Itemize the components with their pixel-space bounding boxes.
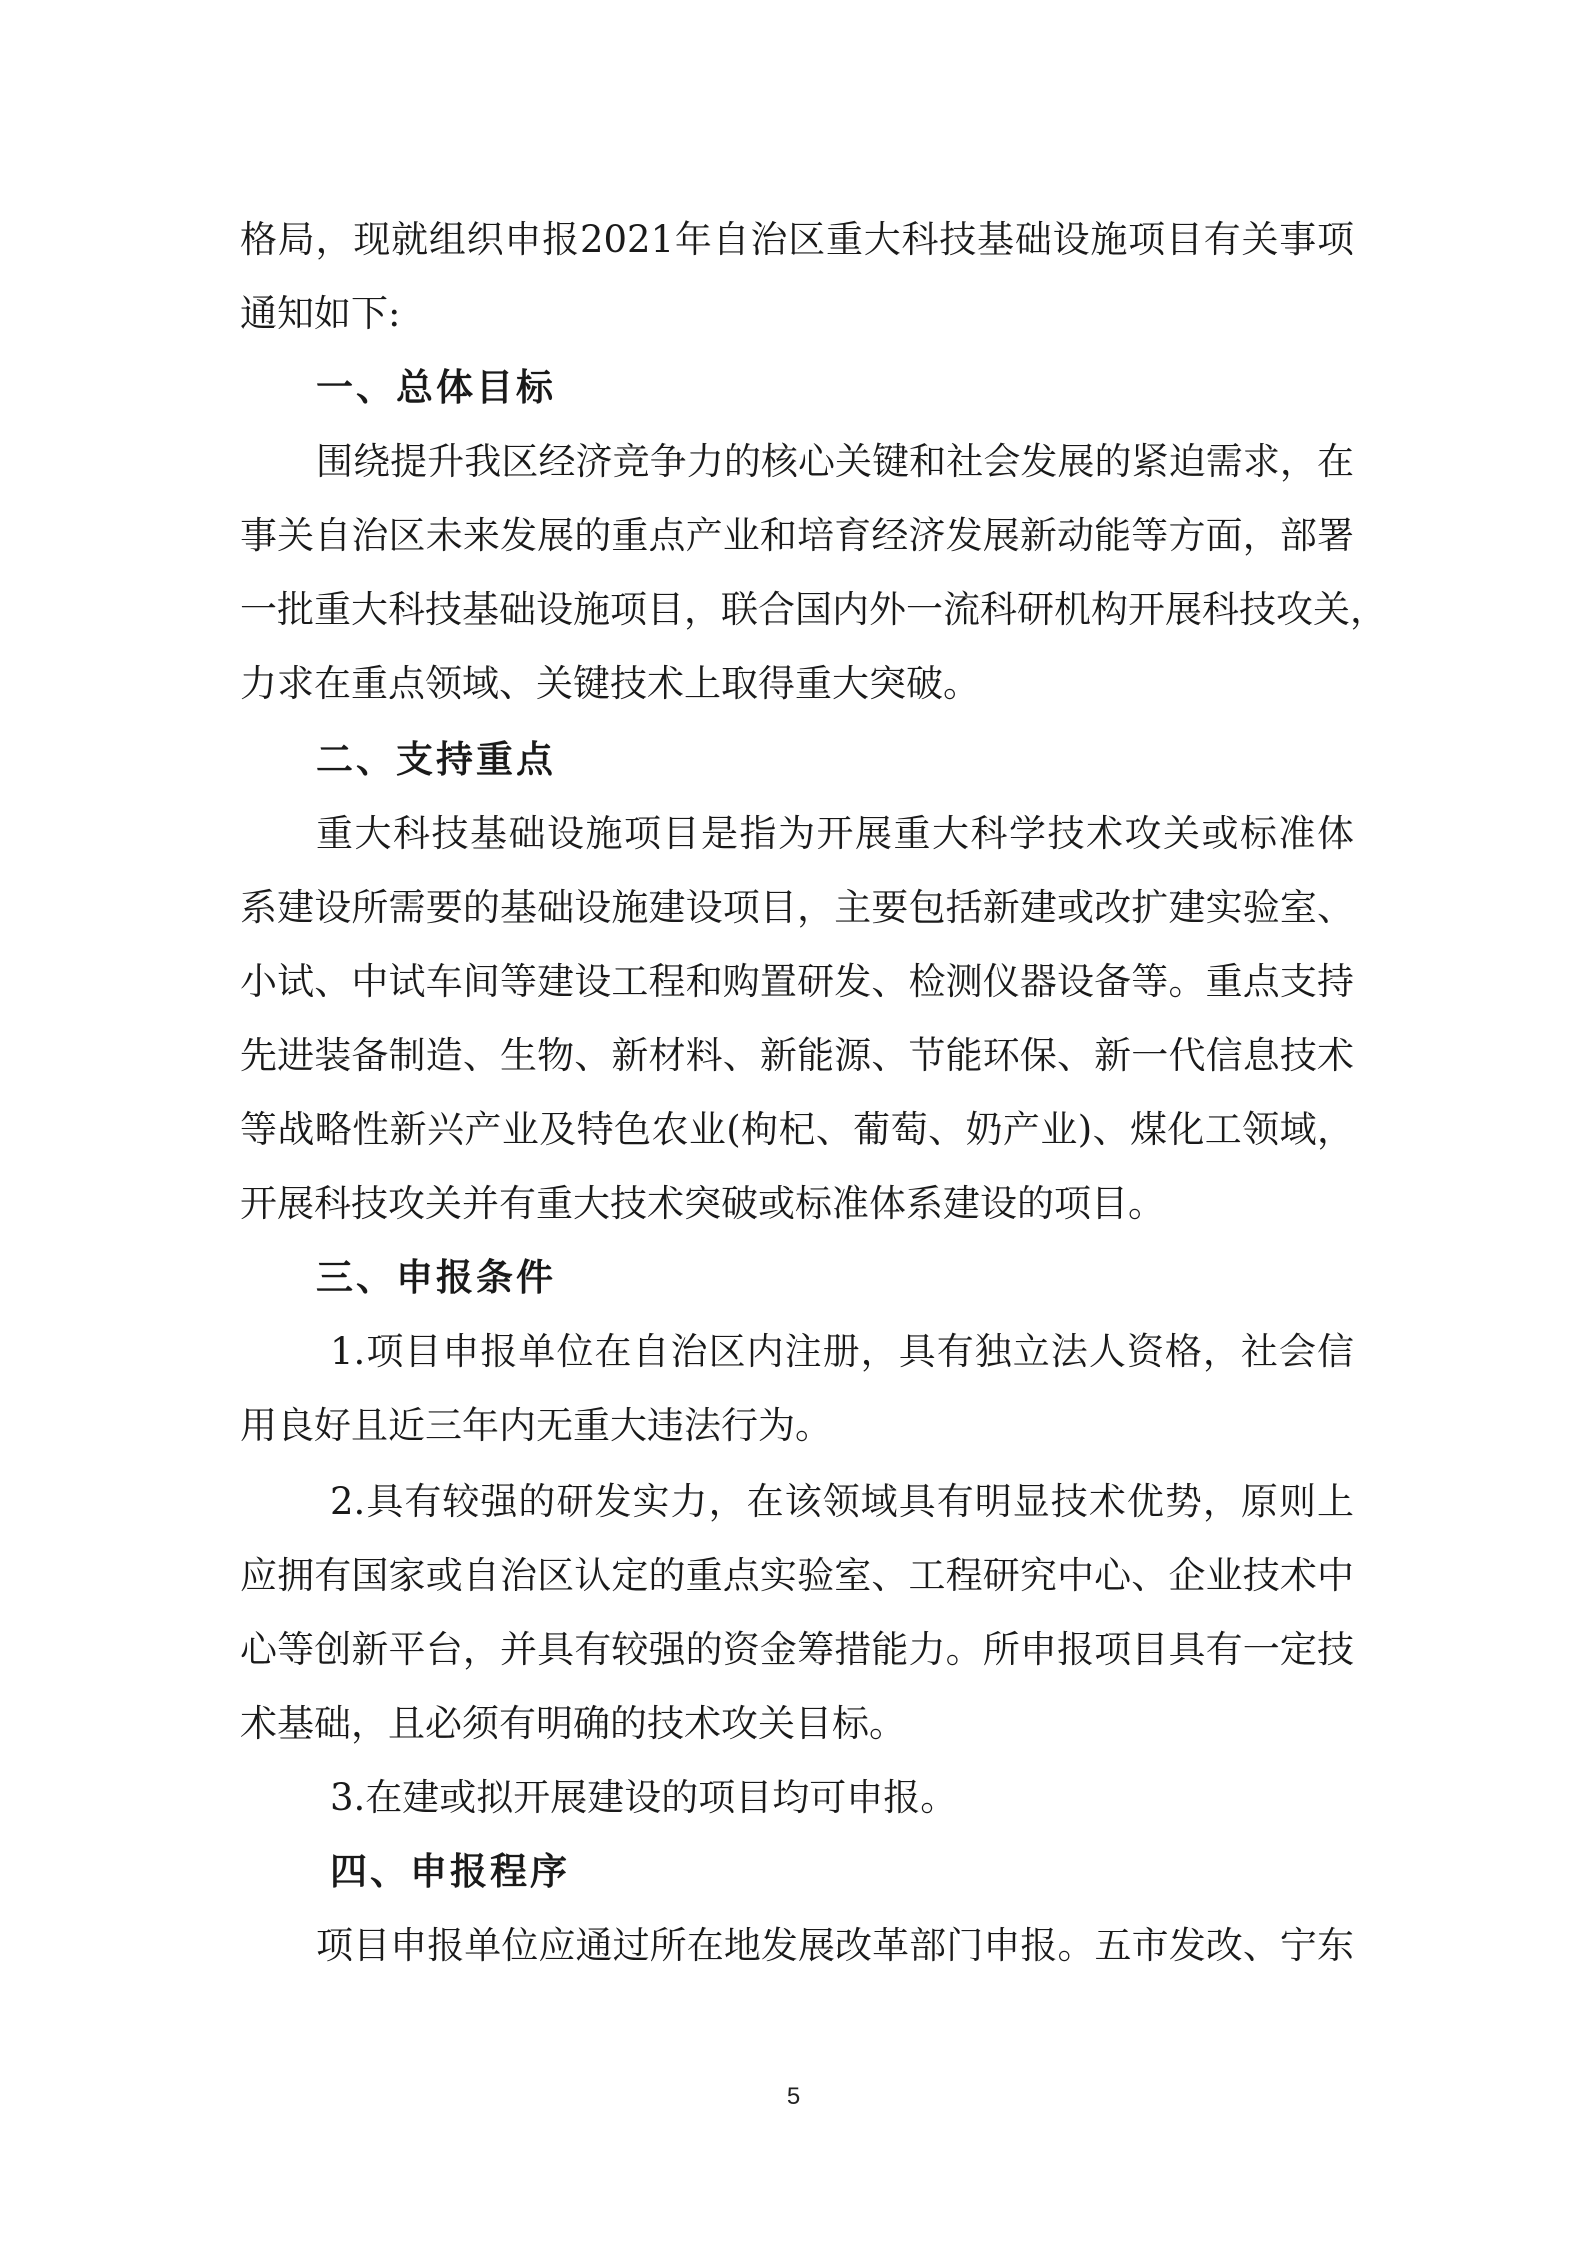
page-number: 5	[786, 2083, 801, 2110]
paragraph-line: 应拥有国家或自治区认定的重点实验室、工程研究中心、企业技术中	[240, 1554, 1354, 1597]
paragraph-line: 等战略性新兴产业及特色农业(枸杞、葡萄、奶产业)、煤化工领域，	[240, 1108, 1354, 1151]
section-heading: 一、总体目标	[316, 366, 556, 409]
paragraph-line: 系建设所需要的基础设施建设项目，主要包括新建或改扩建实验室、	[240, 886, 1354, 929]
paragraph-line: 项目申报单位应通过所在地发展改革部门申报。五市发改、宁东	[316, 1924, 1354, 1967]
paragraph-line: 3.在建或拟开展建设的项目均可申报。	[330, 1776, 958, 1819]
paragraph-line: 重大科技基础设施项目是指为开展重大科学技术攻关或标准体	[316, 812, 1354, 855]
paragraph-line: 格局，现就组织申报2021年自治区重大科技基础设施项目有关事项	[240, 218, 1354, 261]
paragraph-line: 力求在重点领域、关键技术上取得重大突破。	[240, 662, 980, 705]
paragraph-line: 2.具有较强的研发实力，在该领域具有明显技术优势，原则上	[330, 1480, 1354, 1523]
paragraph-line: 事关自治区未来发展的重点产业和培育经济发展新动能等方面，部署	[240, 514, 1354, 557]
paragraph-line: 术基础，且必须有明确的技术攻关目标。	[240, 1702, 906, 1745]
section-heading: 二、支持重点	[316, 738, 556, 781]
section-heading: 四、申报程序	[330, 1850, 570, 1893]
paragraph-line: 一批重大科技基础设施项目，联合国内外一流科研机构开展科技攻关，	[240, 588, 1387, 631]
paragraph-line: 1.项目申报单位在自治区内注册，具有独立法人资格，社会信	[330, 1330, 1354, 1373]
paragraph-line: 心等创新平台，并具有较强的资金筹措能力。所申报项目具有一定技	[240, 1628, 1354, 1671]
paragraph-line: 小试、中试车间等建设工程和购置研发、检测仪器设备等。重点支持	[240, 960, 1354, 1003]
paragraph-line: 围绕提升我区经济竞争力的核心关键和社会发展的紧迫需求，在	[316, 440, 1354, 483]
paragraph-line: 开展科技攻关并有重大技术突破或标准体系建设的项目。	[240, 1182, 1165, 1225]
paragraph-line: 用良好且近三年内无重大违法行为。	[240, 1404, 832, 1447]
section-heading: 三、申报条件	[316, 1256, 556, 1299]
paragraph-line: 通知如下:	[240, 292, 401, 335]
paragraph-line: 先进装备制造、生物、新材料、新能源、节能环保、新一代信息技术	[240, 1034, 1354, 1077]
